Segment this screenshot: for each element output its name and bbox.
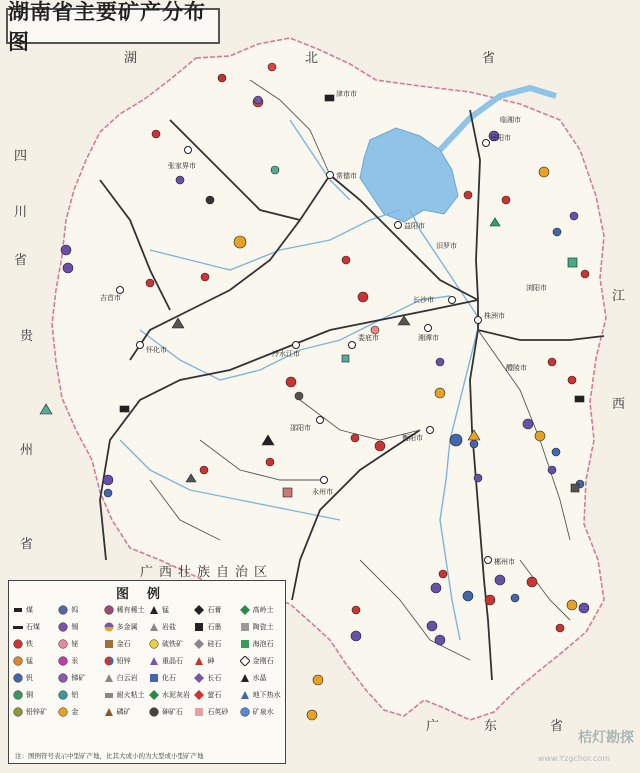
legend-item-label: 铅锌矿 (26, 707, 47, 716)
legend-item-label: 锡 (71, 622, 79, 631)
city-label: 临湘市 (500, 116, 521, 124)
green-diamond-icon (149, 690, 159, 700)
legend-item (56, 601, 101, 618)
olive-circle-icon (13, 707, 23, 717)
label-guangdong-2: 东 (484, 719, 498, 734)
legend-item (147, 703, 192, 720)
legend-item-label: 磷矿 (116, 707, 131, 716)
city-label: 津市市 (336, 90, 357, 98)
grey-square-icon (240, 622, 250, 632)
legend-item-label: 萤石 (207, 690, 222, 699)
legend-item (147, 635, 192, 652)
legend-item-label: 铁 (26, 639, 33, 648)
legend-item (11, 618, 56, 635)
label-sichuan-2: 川 (14, 205, 28, 220)
city-label: 怀化市 (146, 346, 167, 354)
city-label: 衡阳市 (402, 434, 423, 442)
blue-purple-circle-icon (58, 605, 68, 615)
legend-item-label: 铋 (71, 639, 79, 648)
city-label: 浏阳市 (526, 284, 547, 292)
purple-diamond-icon (194, 673, 204, 683)
label-guizhou-3: 省 (20, 537, 34, 552)
legend-item (56, 686, 101, 703)
violet-circle-icon (58, 673, 68, 683)
city-label: 长沙市 (413, 296, 434, 304)
city-label: 张家界市 (168, 162, 196, 170)
legend-item (192, 703, 237, 720)
legend-item-label: 硫铁矿 (161, 639, 183, 648)
orange-circle-icon (13, 656, 23, 666)
legend-item-label: 金 (71, 707, 79, 716)
white-diamond-icon (240, 656, 250, 666)
label-jiangxi-2: 西 (612, 397, 626, 412)
map-title: 湖南省主要矿产分布图 (6, 8, 220, 44)
legend-item (238, 703, 283, 720)
label-hubei-2: 北 (305, 51, 319, 66)
grey-triangle-icon (149, 622, 159, 632)
legend-item (238, 669, 283, 686)
label-guangdong-1: 广 (426, 719, 440, 734)
legend-item (11, 652, 56, 669)
legend-item-label: 硅石 (207, 639, 222, 648)
legend-item (56, 703, 101, 720)
legend-item (102, 635, 147, 652)
city-label: 益阳市 (404, 222, 425, 230)
dual-circle-icon (104, 622, 114, 632)
legend-item (238, 618, 283, 635)
legend-item-label: 高岭土 (252, 605, 274, 614)
legend-item (102, 652, 147, 669)
legend-item-label: 石墨 (207, 622, 222, 631)
green-circle-icon (13, 690, 23, 700)
legend-item (102, 703, 147, 720)
city-label: 冷水江市 (272, 350, 300, 358)
black-triangle-icon (240, 673, 250, 683)
label-guizhou-1: 贵 (20, 329, 34, 344)
legend-item (56, 635, 101, 652)
legend-item (147, 669, 192, 686)
brown-square-icon (104, 639, 114, 649)
legend-item-label: 长石 (207, 673, 222, 682)
label-guangxi: 广西壮族自治区 (140, 565, 274, 580)
red-triangle-icon (194, 656, 204, 666)
legend-item (11, 703, 56, 720)
purple-red-circle-icon (104, 605, 114, 615)
legend-item-label: 石膏 (207, 605, 222, 614)
city-label: 吉首市 (100, 294, 121, 302)
label-hubei-3: 省 (482, 51, 496, 66)
green-square-icon (240, 639, 250, 649)
city-label: 娄底市 (358, 334, 379, 342)
legend-item-label: 石英砂 (207, 707, 229, 716)
dark-circle-icon (149, 707, 159, 717)
label-sichuan-1: 四 (14, 149, 28, 164)
brown-triangle-icon (104, 707, 114, 717)
blue-triangle-icon (240, 690, 250, 700)
legend-item (192, 669, 237, 686)
legend-item-label: 岩盐 (161, 622, 176, 631)
legend-item-label: 钒 (26, 673, 33, 682)
legend-item-label: 陶瓷土 (252, 622, 274, 631)
legend-item (192, 601, 237, 618)
grey-rect-icon (104, 690, 114, 700)
legend-item (238, 635, 283, 652)
legend-item-label: 稀有稀土 (116, 605, 145, 614)
black-rect-icon (13, 605, 23, 615)
legend-item-label: 锰 (161, 605, 169, 614)
legend-item (102, 618, 147, 635)
legend-item (56, 669, 101, 686)
legend-item-label: 锰 (26, 656, 33, 665)
legend-item-label: 多金属 (116, 622, 138, 631)
magenta-circle-icon (58, 656, 68, 666)
legend-title: 图例 (115, 587, 178, 602)
blue-circle-small-icon (240, 707, 250, 717)
black-square-icon (194, 622, 204, 632)
legend-item-label: 耐火粘土 (116, 690, 145, 699)
yellow-circle-icon (149, 639, 159, 649)
legend-item-label: 地下热水 (252, 690, 281, 699)
black-triangle-icon (149, 605, 159, 615)
label-sichuan-3: 省 (14, 253, 28, 268)
legend-item (147, 686, 192, 703)
legend-item-label: 砷矿石 (161, 707, 183, 716)
legend-item (11, 601, 56, 618)
legend-item (192, 618, 237, 635)
grey-diamond-icon (194, 639, 204, 649)
legend-item-label: 铜 (26, 690, 33, 699)
blue-circle-icon (13, 673, 23, 683)
grey-triangle-icon (104, 673, 114, 683)
legend-item (238, 652, 283, 669)
legend-item-label: 煤 (26, 605, 33, 614)
red-diamond-icon (194, 690, 204, 700)
legend-item-label: 钨 (71, 605, 79, 614)
legend-item (192, 652, 237, 669)
legend-item (238, 686, 283, 703)
label-guangdong-3: 省 (550, 719, 564, 734)
legend-item-label: 矿泉水 (252, 707, 274, 716)
gold-circle-icon (58, 707, 68, 717)
legend-item-label: 水晶 (252, 673, 267, 682)
legend-item (11, 669, 56, 686)
legend-item (102, 686, 147, 703)
legend-item (147, 652, 192, 669)
city-label: 常德市 (336, 172, 357, 180)
legend-item-label: 水泥灰岩 (161, 690, 190, 699)
black-diamond-icon (194, 605, 204, 615)
legend-item-label: 重晶石 (161, 656, 183, 665)
green-diamond-icon (240, 605, 250, 615)
legend-item (147, 601, 192, 618)
legend-item (11, 686, 56, 703)
purple-triangle-icon (149, 656, 159, 666)
city-label: 湘潭市 (418, 334, 439, 342)
label-guizhou-2: 州 (20, 443, 34, 458)
pink-square-icon (194, 707, 204, 717)
legend-item-label: 汞 (71, 656, 79, 665)
split-circle-icon (104, 656, 114, 666)
black-bar-icon (13, 622, 23, 632)
watermark: 桔灯勘探 (578, 730, 634, 746)
legend-item-label: 砷 (207, 656, 215, 665)
legend-item-label: 白云岩 (116, 673, 138, 682)
legend-item-label: 金刚石 (252, 656, 274, 665)
legend-item (147, 618, 192, 635)
legend-item (238, 601, 283, 618)
legend-item-label: 化石 (161, 673, 176, 682)
legend-item-label: 锑矿 (71, 673, 86, 682)
legend-item-label: 金石 (116, 639, 131, 648)
legend-grid (11, 601, 283, 720)
city-label: 醴陵市 (506, 364, 527, 372)
legend-item (56, 652, 101, 669)
label-jiangxi-1: 江 (612, 289, 626, 304)
legend-panel (8, 580, 286, 764)
legend-note: 注：图例符号表示中型矿产地，比其大或小的为大型或小型矿产地 (15, 752, 204, 760)
legend-item (11, 635, 56, 652)
watermark-url: www.Yzgchor.com (537, 754, 610, 763)
city-label: 郴州市 (494, 558, 515, 566)
city-label: 岳阳市 (490, 134, 511, 142)
legend-item (192, 686, 237, 703)
legend-item-label: 铅锌 (116, 656, 131, 665)
red-circle-icon (13, 639, 23, 649)
label-hubei-1: 湖 (124, 51, 138, 66)
city-label: 永州市 (312, 488, 333, 496)
legend-item-label: 铝 (71, 690, 79, 699)
city-label: 汨罗市 (436, 242, 457, 250)
teal-circle-icon (58, 690, 68, 700)
legend-item-label: 石煤 (26, 622, 40, 631)
legend-item (192, 635, 237, 652)
blue-square-icon (149, 673, 159, 683)
legend-item (102, 669, 147, 686)
city-label: 株洲市 (484, 312, 505, 320)
purple-circle-icon (58, 622, 68, 632)
legend-item (56, 618, 101, 635)
legend-item (102, 601, 147, 618)
city-label: 邵阳市 (290, 424, 311, 432)
pink-circle-icon (58, 639, 68, 649)
legend-item-label: 海泡石 (252, 639, 274, 648)
